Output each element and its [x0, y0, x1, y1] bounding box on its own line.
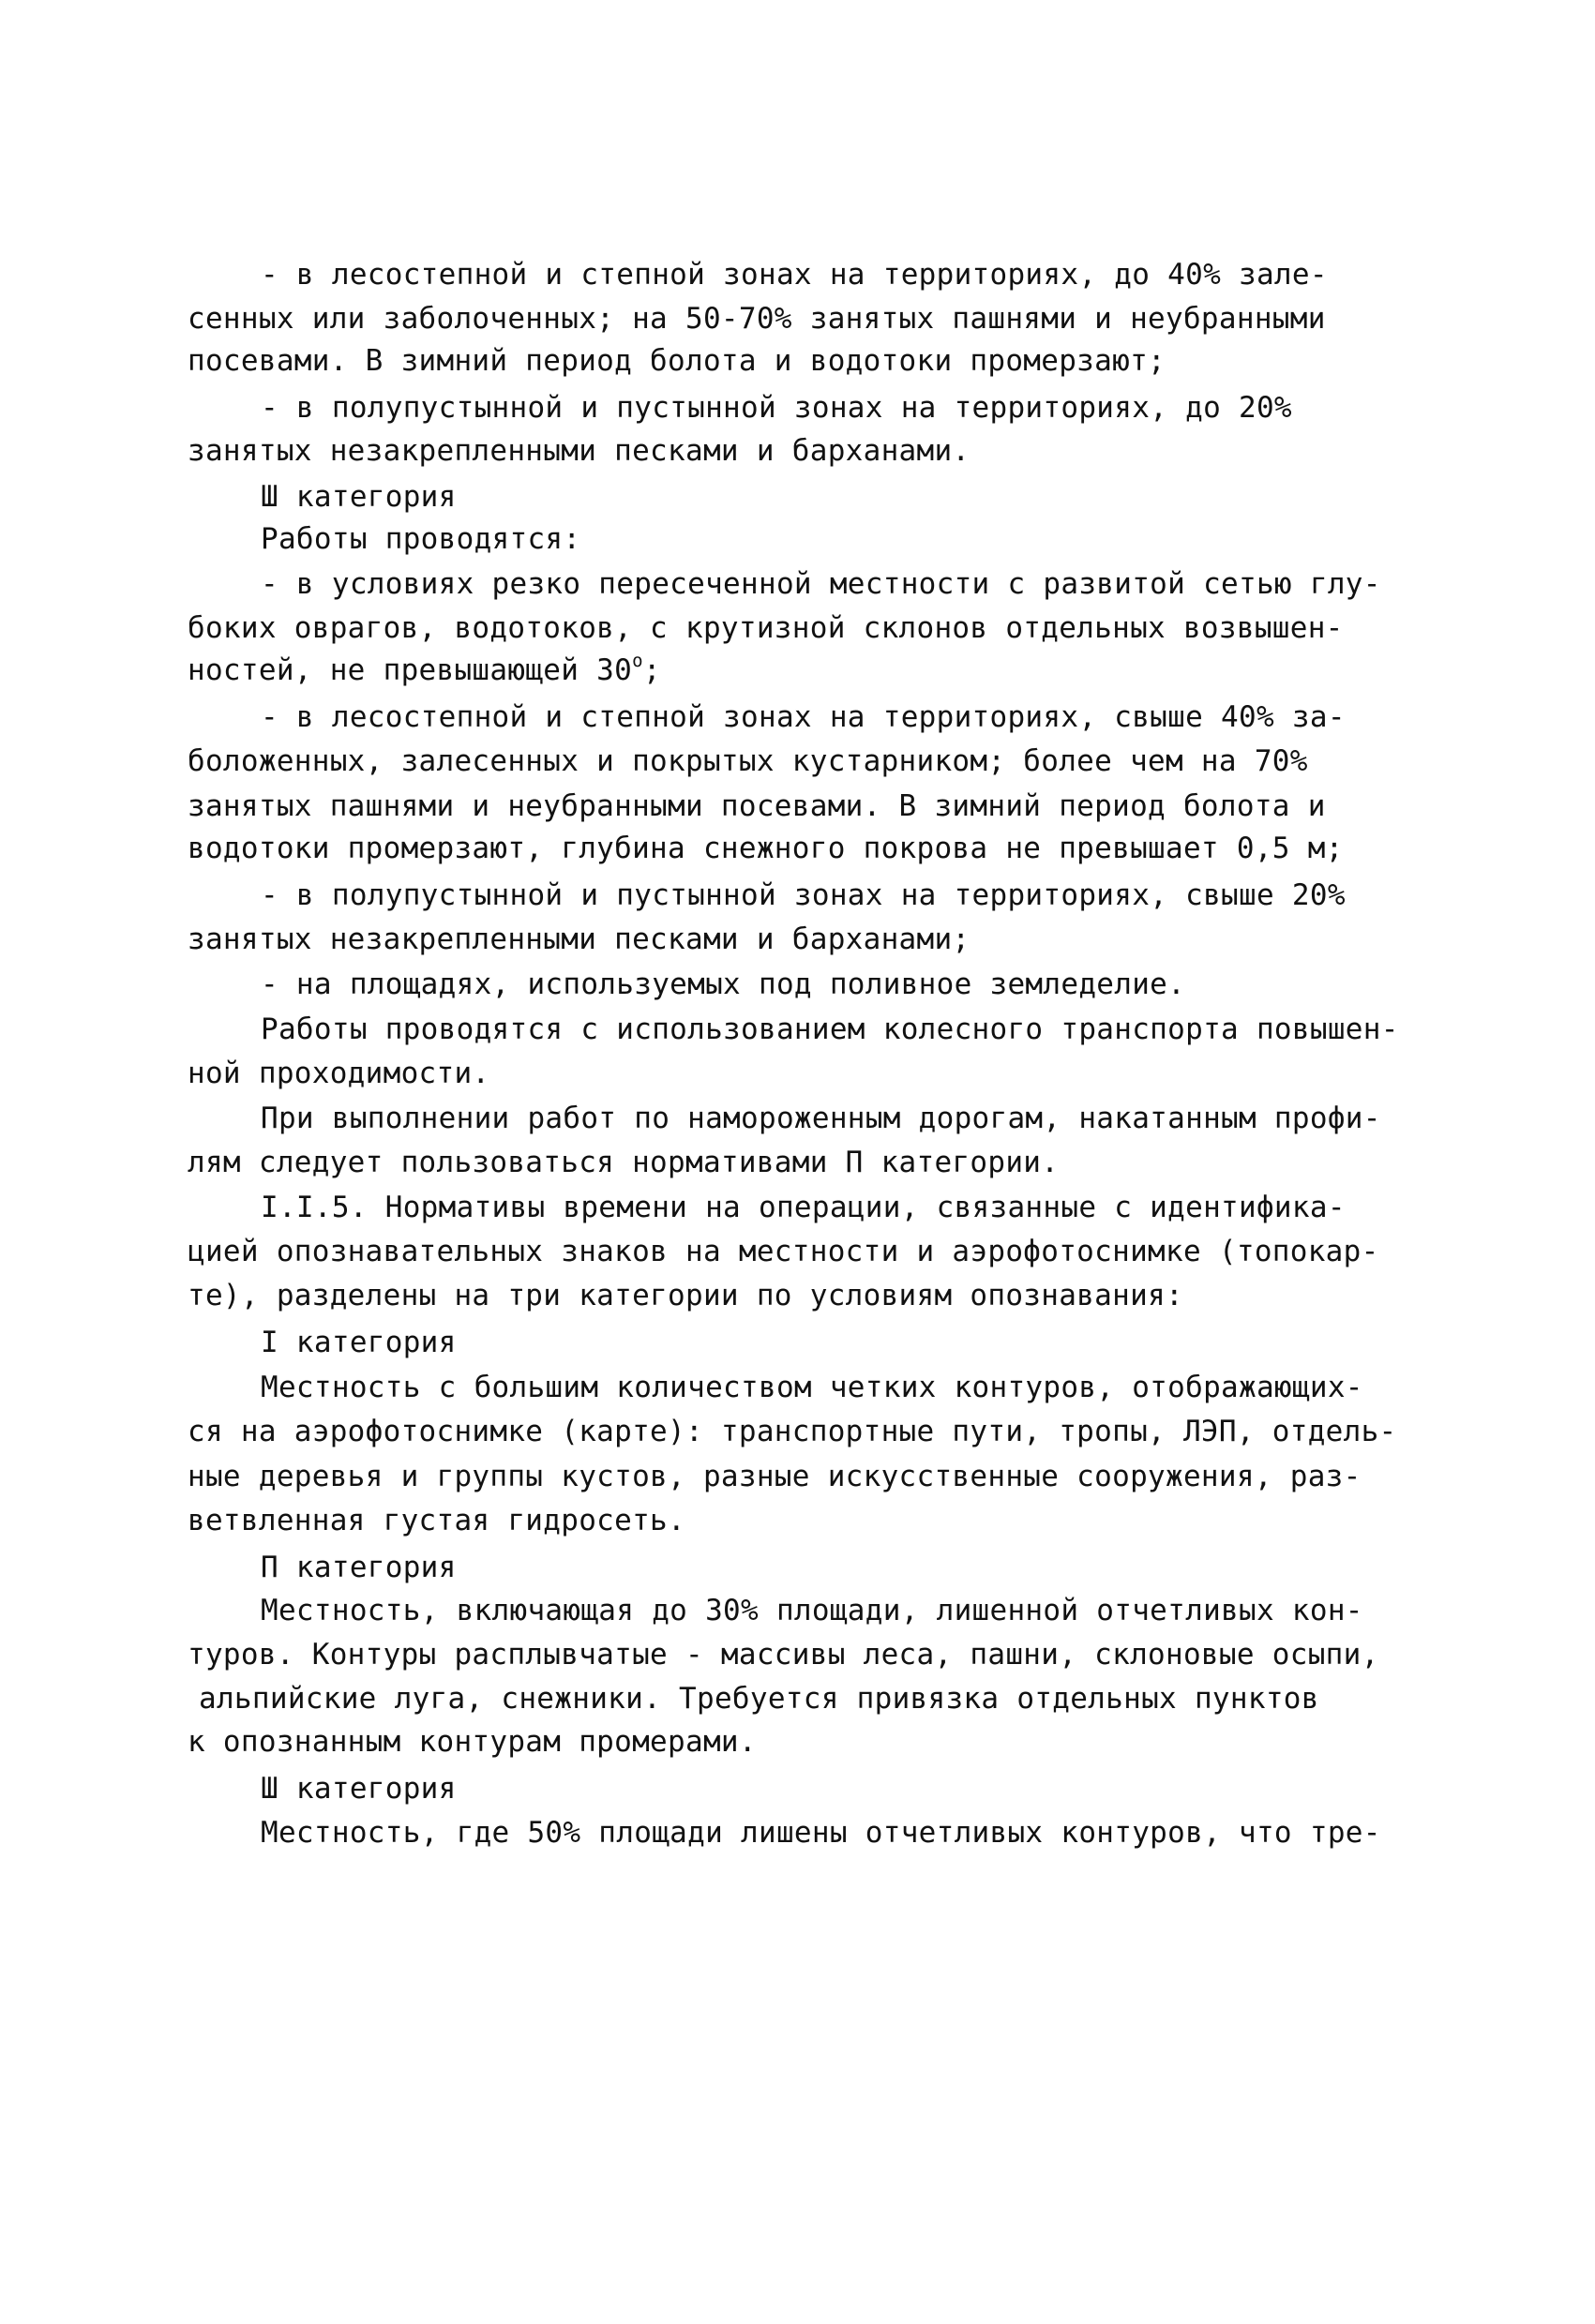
- text-line: [188, 651, 661, 687]
- text-line: альпийские луга, снежники. Требуется привязка отдельных пунктов: [199, 1682, 1319, 1716]
- text-line: Работы проводятся с использованием колесного транспорта повышен-: [261, 1012, 1399, 1046]
- text-line: ной проходимости.: [188, 1057, 490, 1090]
- text-line-main: ностей, не превышающей 30: [188, 653, 633, 687]
- text-line: занятых незакрепленными песками и барханами;: [188, 922, 971, 956]
- text-line: Работы проводятся:: [261, 522, 581, 556]
- text-line: - в полупустынной и пустынной зонах на территориях, свыше 20%: [261, 878, 1346, 912]
- text-line: - в условиях резко пересеченной местности с развитой сетью глу-: [261, 567, 1381, 601]
- text-line: - в лесостепной и степной зонах на территориях, до 40% зале-: [261, 258, 1328, 292]
- text-line: боложенных, залесенных и покрытых кустарником; более чем на 70%: [188, 744, 1308, 778]
- section-heading: П категория: [261, 1551, 457, 1584]
- text-line: ветвленная густая гидросеть.: [188, 1504, 685, 1537]
- section-heading: Ш категория: [261, 480, 457, 514]
- text-line: цией опознавательных знаков на местности и аэрофотоснимке (топокар-: [188, 1235, 1379, 1268]
- text-line: - на площадях, используемых под поливное земледелие.: [261, 967, 1186, 1001]
- text-line: лям следует пользоваться нормативами П категории.: [188, 1146, 1060, 1179]
- text-line: Местность с большим количеством четких контуров, отображающих-: [261, 1371, 1363, 1404]
- text-line: ные деревья и группы кустов, разные искусственные сооружения, раз-: [188, 1460, 1362, 1493]
- text-line: При выполнении работ по намороженным дорогам, накатанным профи-: [261, 1102, 1381, 1135]
- section-heading: I категория: [261, 1326, 457, 1359]
- text-line: занятых пашнями и неубранными посевами. В зимний период болота и: [188, 789, 1326, 823]
- text-line: ся на аэрофотоснимке (карте): транспортные пути, тропы, ЛЭП, отдель-: [188, 1415, 1397, 1448]
- text-line: I.I.5. Нормативы времени на операции, связанные с идентифика-: [261, 1191, 1346, 1224]
- text-line: те), разделены на три категории по условиям опознавания:: [188, 1279, 1183, 1312]
- text-line: - в лесостепной и степной зонах на территориях, свыше 40% за-: [261, 700, 1346, 734]
- text-line: посевами. В зимний период болота и водотоки промерзают;: [188, 344, 1166, 378]
- text-line: занятых незакрепленными песками и барханами.: [188, 434, 971, 468]
- degree-suffix: ;: [642, 653, 661, 687]
- text-line: боких оврагов, водотоков, с крутизной склонов отдельных возвышен-: [188, 611, 1344, 645]
- text-line: Местность, включающая до 30% площади, лишенной отчетливых кон-: [261, 1594, 1363, 1627]
- text-line: водотоки промерзают, глубина снежного покрова не превышает 0,5 м;: [188, 832, 1344, 865]
- text-line: - в полупустынной и пустынной зонах на территориях, до 20%: [261, 391, 1292, 425]
- text-line: к опознанным контурам промерами.: [188, 1725, 757, 1759]
- text-line: сенных или заболоченных; на 50-70% занятых пашнями и неубранными: [188, 302, 1326, 336]
- text-line: туров. Контуры расплывчатые - массивы леса, пашни, склоновые осыпи,: [188, 1638, 1379, 1672]
- text-line: Местность, где 50% площади лишены отчетливых контуров, что тре-: [261, 1816, 1381, 1850]
- section-heading: Ш категория: [261, 1772, 457, 1806]
- degree-sign: o: [632, 651, 643, 671]
